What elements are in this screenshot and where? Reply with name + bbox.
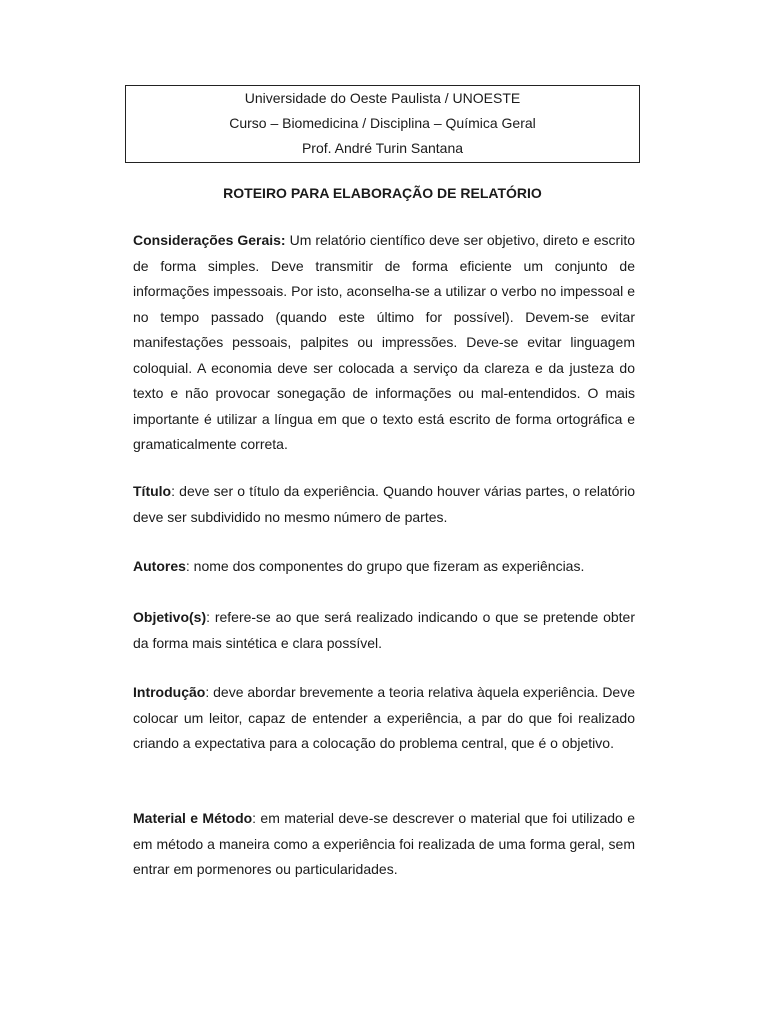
section-text: : deve abordar brevemente a teoria relativa àquela experiência. Deve colocar um leitor, capaz de entender a experiência, a par do que foi realizado criando a expectativa para a colocação do problema central, que é o objetivo.: [133, 684, 635, 751]
section-consideracoes-gerais: [133, 228, 635, 458]
section-titulo: [133, 479, 635, 530]
document-title: ROTEIRO PARA ELABORAÇÃO DE RELATÓRIO: [223, 185, 542, 201]
section-text: : deve ser o título da experiência. Quando houver várias partes, o relatório deve ser subdividido no mesmo número de partes.: [133, 483, 635, 525]
section-label: Autores: [133, 558, 186, 574]
section-label: Material e Método: [133, 810, 253, 826]
section-introducao: [133, 680, 635, 757]
section-material-metodo: [133, 806, 635, 883]
section-objetivo: [133, 605, 635, 656]
section-label: Considerações Gerais:: [133, 232, 286, 248]
professor-name: Prof. André Turin Santana: [301, 140, 464, 156]
section-label: Introdução: [133, 684, 206, 700]
university-name: Universidade do Oeste Paulista / UNOESTE: [244, 90, 521, 106]
institution-header-box: [125, 85, 640, 163]
section-label: Título: [133, 483, 172, 499]
section-label: Objetivo(s): [133, 609, 207, 625]
section-text: Um relatório científico deve ser objetivo, direto e escrito de forma simples. Deve transmitir de forma eficiente um conjunto de informações impessoais. Por isto, aconselha-se a utilizar o verbo no impessoal e no tempo passado (quando este último for possível). Devem-se evitar manifestações pessoais, palpites ou impressões. Deve-se evitar linguagem coloquial. A economia deve ser colocada a serviço da clareza e da justeza do texto e não provocar sonegação de informações ou mal-entendidos. O mais importante é utilizar a língua em que o texto está escrito de forma ortográfica e gramaticalmente correta.: [133, 232, 635, 452]
section-text: : refere-se ao que será realizado indicando o que se pretende obter da forma mais sintética e clara possível.: [133, 609, 635, 651]
section-text: : em material deve-se descrever o material que foi utilizado e em método a maneira como a experiência foi realizada de uma forma geral, sem entrar em pormenores ou particularidades.: [133, 810, 635, 877]
section-autores: [133, 554, 635, 580]
section-text: : nome dos componentes do grupo que fizeram as experiências.: [185, 558, 585, 574]
course-discipline: Curso – Biomedicina / Disciplina – Química Geral: [229, 115, 536, 131]
